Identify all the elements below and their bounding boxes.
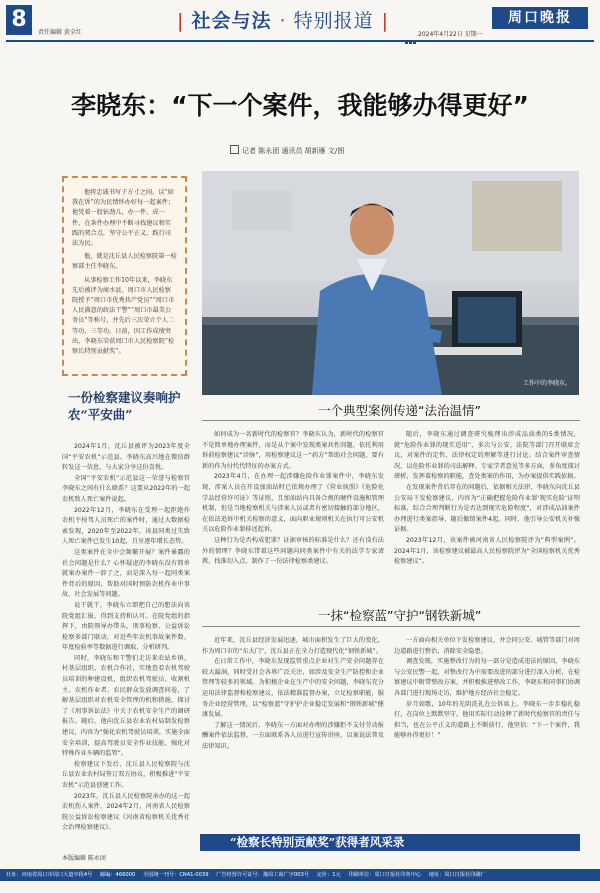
paragraph: 2024年1月，沈丘县被评为2023年度全国“平安农机”示范县。李晓东高兴地在微信群转发这一信息，与大家分享这份喜悦。 [62,443,190,472]
photo-caption: 工作中的李晓东。 [522,380,571,387]
intro-box [62,176,187,376]
newspaper-logo: 周口晚报 [492,7,588,29]
photo-illustration [202,171,579,395]
footer-item: 社址：河南省周口市周口大道中段4号 [6,872,93,878]
footer-item: 广告经营许可证号：豫周工商广字003号 [216,872,310,878]
middle-upper-column [202,430,384,598]
paragraph: 2022年12月，李晓东在受理一起拒绝作农机不按驾人员死亡的案件时，通过大数据检索发现，2020年至2022年，该县同类过失致人死亡案件已发生10起，且呈逐年增长态势。 [62,506,190,546]
footer-bar [0,869,600,881]
byline-box-icon [230,145,239,154]
paragraph: 了解这一情况后，李晓东一方面对办理的涉嫌拒不支付劳动报酬案件依法监督，一方面联系各人员进行宣传讲座，以案说法普及法律知识。 [202,721,384,750]
byline [230,145,344,156]
page-number: 8 [6,5,32,35]
footer-item: 定价：1元 [316,872,341,878]
paragraph: 2023年4月，在办理一起涉嫌危险作业罪案件中，李晓东发现，涉案人员在开设加油站时已依规办理了《营业执照》《危险化学品经营许可证》等证照，且加油站内具备合规的硬件设施和管理机制，但是当地检察机关与涉案人员或者有密切接触的部分地区，在依法追诉中机关检察的意义，面向职业规则机关在执行可公安机关以危险作业罪移送起诉。 [202,473,384,534]
paragraph: 检察建议下发后，沈丘县人民检察院与沈丘县农业农村局签订双方协议，积极推进“平安农机”示范县创建工作。 [62,760,190,789]
subhead-right-2: 一抹“检察蓝”守护“钢铁新城” [318,608,482,623]
award-banner-text: “检察长特别贡献奖”获得者风采录 [230,835,405,849]
subhead-rule [202,420,580,421]
lower-left-column [202,636,384,826]
paragraph: 在发现案件背后存在的问题后，依据相关法律，李晓东向沈丘县公安局下发检察建议，内容为“正确把握危险作业罪‘现实危险’证明标准，综合合理判断行为是否达到现实危险程度”，对涉成品油案件办理进行类案指导，随后撤销案件4起。同时，他引导公安机关补强证据。 [394,483,580,534]
section-divider-icon: | [177,10,184,32]
paragraph: 一方面向相关单位下发检察建议，并会同公安、城管等部门对周边道路进行整治，消除安全隐患。 [394,637,580,655]
paragraph: 随后，李晓东通过调查研究梳理出涉成品油类的5类情况，就“危险作业罪的现实适用”，多次与公安、法院等部门召开联席会议，对案件的定性、法律权定的理解等进行讨论。结合案件审查情况，以危险作业罪的司法解释、专家学者意见等多方面，多角度探讨研析，发挥着检察的职能，查处类案的作用，为办案提供实践依据。 [394,431,580,481]
paragraph: 说干就干，李晓东立即把自己的想法向该院党组汇报，得到支持和认可。在院党组的指挥下，由院领导办带头，刑事检察、公益诉讼检察多部门联动，对近些年农机事故案件数、年度检验率等数据进行调取、分析研判。 [62,601,190,652]
paragraph: 近年来，沈丘县经济发展迅速，城市面积发生了巨大的变化，作为周口市的“东大门”，沈丘县正在全力打造现代化“钢铁新城”。 [202,637,384,655]
editors-credit: 责任编辑 黄全红 [38,29,82,36]
section-divider-icon: | [381,10,389,32]
intro-paragraph: 他，就是沈丘县人民检察院第一检察部主任李晓东。 [72,253,177,271]
paragraph: 岁月如歌，10年的光阴洗礼在公诉席上。李晓东一步步稳扎稳打，在岗位上默默坚守。他用实际行动诠释了新时代检察官的责任与担当，也在公平正义的道路上不断前行，他坚信：“下一个案件，我能够办得更好！” [394,700,580,740]
left-column [62,442,190,832]
subhead-right-1: 一个典型案例传递“法治温情” [318,403,481,418]
section-title-part1: 社会与法 [191,10,272,32]
issue-date: 2024年4月22日 星期一 [418,31,483,38]
footer-item: 邮编：466000 [99,872,136,878]
footer-item: 印刷单位：周口日报社印务中心 [348,872,422,878]
right-upper-column [394,430,580,598]
paragraph: 调查发现，实施整改行为的每一部分是造成违法的原因，李晓东与公安民警一起，对整改行为中需要改进的部分进行深入分析，在检察建议中附带整改方案，并积极推进整改工作，李晓东和同事们协调各部门进行现场走访，维护地方经济社会稳定。 [394,658,580,697]
footer-item: 地址：周口日报社印刷厂 [428,872,486,878]
footer-item: 全国统一刊号：CN41-0039 [143,872,209,878]
paragraph: 这种行为是否构成犯罪？证据审核的标准是什么？还有没有法外的情理？李晓东带着这些问题向同类案件中有关的法学专家请教，找准切入点，制作了一份法律检察类建议。 [202,536,384,566]
dots-ornament-icon [405,29,417,35]
prosecutor-photo [202,171,579,395]
subhead-rule [202,626,580,627]
paragraph: 同时，李晓东和干警们走访来农站乡镇、村基层组织、农机合作社，实地查看农机驾驶员培训的种建设机，组织农机驾驶员、收割机主、农机作业者、农民群众发放调查问卷，了解基层组织对农机安全管理的机和措施，探讨了《刑事诉讼法》中关于农机安全生产的调研报告。随后，他向沈丘县农业农村局制发检察建议，内容为“强化农机驾驶员培训，实施全面安全培训，提高驾驶员安全作业技能、强化对特殊作业车辆的监管”。 [62,654,190,758]
subhead-left: 一份检察建议奏响护农“平安曲” [68,390,181,422]
header-rule [6,40,594,42]
paragraph: 2023年，沈丘县人民检察院承办的这一起农机伤人案件，2024年2月，河南省人民检察院公益诉讼检察建议《河南省检察机关优秀社会治理检察建议》。 [62,792,190,832]
byline-text: 记者 陈永团 通讯员 胡新雁 文/图 [242,147,345,155]
intro-paragraph: 他将忠诚书写于方寸之间，以“如我在诉”的为民情怀办好每一起案件；他凭着一股钻劲儿，办一件，成一件，在条件办理中不断寻找建议和实践的契合点，坚守公平正义，践行司法为民。 [72,189,175,248]
paragraph: 2023年12月，该案件被河南省人民检察院评为“典型案例”。2024年1月，该检察建议被最高人民检察院评为“全国检察机关优秀检察建议”。 [394,536,580,566]
paragraph: 在日常工作中，李晓东发现监管重点企业对生产安全问题存在较大漏洞，同时受社会各界广泛关注，如涉及安全生产防控和企业管理等较多的领域。为积极企业在生产中的安全问题，李晓东充分运用法律监督和检察建议，依法精准监督办案，立足检察职能，服务企业经营管理，以“检察蓝”守护护企业稳定发展和“钢铁新城”健康发展。 [202,658,384,719]
paragraph: 全国“平安农机”示范县这一荣誉与检察官李晓东之间有什么联系？这要从2022年的一起农机致人死亡案件说起。 [62,474,190,503]
paragraph: 如何成为一名新时代的检察官？李晓东认为，新时代的检察官不是简单地办理案件，而是从个案中发现类案共性问题，依托利用诉前检察建议“诊脉”，用检察建议这一“药方”帮助社会问题，要有新的作为付代代特征的办案方式。 [202,431,384,470]
paragraph: 这类案件在全中会频繁开展？案件暴露的社会问题是什么？心怀疑虑的李晓东没有简单就案办案件一辞了之，而是深入每一起同类案件背后的原因，帮助对国时预防农机作业中事故、社会发展等问题。 [62,548,190,599]
lower-right-column [394,636,580,826]
section-title-part2: 特别报道 [293,10,374,32]
headline: 李晓东：“下一个案件，我能够办得更好” [71,91,529,120]
page-editor: 本版编辑 陈永团 [62,855,106,862]
section-dot-icon: · [279,10,286,32]
section-title [175,6,390,36]
intro-paragraph: 从事检察工作10年以来，李晓东先后被评为商水县、周口市人民检察院授予“周口市优秀共产党员”“周口市人民满意的政法干警”“周口市最美公务员”等称号，并先后三次荣立个人二等功、三等功。日前，因工作成绩突出，李晓东荣获周口市人民检察院“检察长特别贡献奖”。 [72,276,175,356]
